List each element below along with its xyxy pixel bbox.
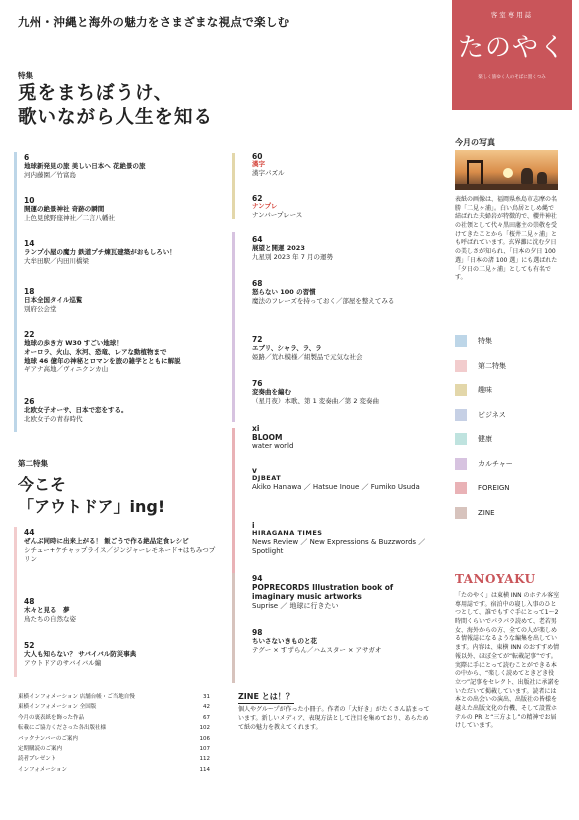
feature-label: 特集: [18, 71, 33, 80]
logo-main-text: たのやく: [457, 33, 566, 63]
entry-subtitle: 河内藤園／竹富島: [24, 170, 76, 179]
entry-subtitle: 北欧女子の青春時代: [24, 414, 83, 423]
entry-title: BLOOM: [252, 433, 283, 442]
legend-item: [455, 407, 513, 423]
info-row[interactable]: [18, 723, 210, 733]
legend-label: 健康: [478, 435, 492, 443]
entry-subtitle: 別府公会堂: [24, 304, 57, 313]
toc-entry[interactable]: [252, 335, 442, 362]
zine-heading: ZINE とは！？: [238, 691, 294, 704]
sun-shape: [503, 168, 513, 178]
entry-page: 64: [252, 235, 263, 244]
toc-entry[interactable]: [24, 397, 229, 424]
entry-page: 26: [24, 397, 35, 406]
info-row[interactable]: [18, 692, 210, 702]
entry-subtitle: News Review ／ New Expressions & Buzzwords ／ Spotlight: [252, 537, 426, 555]
feature-bar: [14, 152, 17, 432]
toc-entry[interactable]: [24, 597, 220, 624]
entry-subtitle: テグー × すずらん／ハムスター × アサガオ: [252, 645, 382, 654]
info-label: 東横インフォメーション 店舗台帳・ご当地自慢: [18, 694, 135, 700]
entry-subtitle: water world: [252, 442, 294, 451]
entry-subtitle: 漢字パズル: [252, 168, 285, 177]
photo-description: 表紙の画像は、福岡県糸島市志摩の名勝「二見ヶ浦」。白い鳥居としめ縄で結ばれた夫婦岩が特徴的で、櫻井神社の社領として代々黒田藩主の崇敬を受けてきたことから「桜井二見ヶ浦」とも呼ばれています。玄界灘に沈む夕日の美しさが知られ、「日本の夕日 100 選」「日本の渚 100 選」にも選ばれた「夕日の二見ヶ浦」としても有名です。: [455, 196, 558, 282]
info-page: 67: [203, 714, 210, 721]
second-feature-title: [18, 474, 165, 517]
torii-icon: [467, 160, 483, 184]
toc-entry[interactable]: [252, 279, 432, 306]
info-row[interactable]: [18, 734, 210, 744]
entry-title: 地球新発見の旅 美しい日本へ 花絶景の旅: [24, 162, 146, 170]
entry-subtitle: Suprise ／ 地球に行きたい: [252, 601, 339, 610]
info-label: 東横インフォメーション 全国版: [18, 704, 97, 711]
entry-page: 48: [24, 597, 35, 606]
toc-entry[interactable]: [252, 194, 442, 220]
info-list: [18, 692, 210, 775]
entry-title: 変奏曲を編む: [252, 388, 291, 396]
legend-label: 第二特集: [478, 361, 506, 370]
entry-title: 北欧女子オーサ、日本で恋をする。: [24, 406, 128, 414]
info-page: 102: [199, 725, 210, 732]
info-page: 112: [199, 756, 210, 763]
toc-entry[interactable]: [24, 196, 229, 223]
entry-page: 14: [24, 239, 35, 248]
entry-page: 52: [24, 641, 35, 650]
entry-page: 94: [252, 574, 263, 583]
entry-page: i: [252, 521, 255, 530]
category-legend: [455, 333, 513, 529]
tanoyaku-description: 「たのやく」は東横 INN のホテル客室専用誌です。宿泊中の寝し入事のひとつとして、誰でもすぐ手にとって1〜2 時間くらいでパラパラ読めて、老若男女、海外からの方、全ての人が楽しめる情報誌になるような編集を出しています。内容は、東横 INN のおすすめ情報以外、ほぼ全てが“転載記事”です。実際に手にとって読むことができる本の中から、“楽しく読めてときどき役立つ”記事をセレクト、出版社に承諾をいただいて掲載しています。読者には本との出会いの演出、出版社の皆様を越えた出版文化の台機、そして設置ホテルの PR と“三方よし”の精神でお届けしています。: [455, 592, 560, 730]
legend-label: ビジネス: [478, 410, 506, 419]
second-feature-label: 第二特集: [18, 459, 48, 468]
toc-entry[interactable]: [252, 628, 432, 655]
entry-subtitle: オーロラ、火山、氷河、恐竜、レアな動植物まで: [24, 347, 167, 356]
toc-entry[interactable]: [24, 330, 234, 374]
entry-page: xi: [252, 424, 260, 433]
entry-page: 68: [252, 279, 263, 288]
feature-title-line1: 兎をまちぼうけ、: [18, 83, 174, 104]
kanji-badge: 漢字: [252, 160, 265, 168]
entry-title: ぜんぶ同時に出来上がる！ 飯ごうで作る絶品定食レシピ: [24, 537, 189, 545]
toc-entry[interactable]: [24, 641, 220, 668]
entry-title: 木々と見る 夢: [24, 606, 70, 614]
legend-swatch: [455, 409, 467, 421]
toc-entry[interactable]: [24, 287, 229, 314]
legend-item: [455, 358, 513, 374]
toc-entry[interactable]: [252, 574, 430, 611]
toc-entry[interactable]: [252, 152, 442, 178]
photo-heading: 今月の写真: [455, 138, 495, 147]
entry-page: 72: [252, 335, 263, 344]
info-row[interactable]: [18, 713, 210, 723]
rock-shape: [521, 168, 533, 184]
entry-title: POPRECORDS Illustration book of imaginary music artworks: [252, 583, 394, 602]
legend-swatch: [455, 360, 467, 372]
entry-page: 76: [252, 379, 263, 388]
entry-title: 日本全国タイル巡覧: [24, 296, 83, 304]
info-label: バックナンバーのご案内: [18, 735, 78, 742]
info-page: 42: [203, 704, 210, 711]
entry-subtitle: 地球 46 億年の神秘とロマンを旅の雑学とともに解説: [24, 356, 181, 365]
entry-title: 展望と開運 2023: [252, 244, 305, 252]
info-row[interactable]: [18, 765, 210, 775]
entry-title: エブリ、シャラ、ラ、ラ: [252, 344, 322, 352]
zine-description: 個人やグループが作った小冊子。作者の「大好き」がたくさん詰まっています。新しいメディア、表現方法として注目を集めており、あらためて紙の魅力を教えてくれます。: [238, 706, 430, 731]
info-label: インフォメーション: [18, 766, 68, 773]
feature-title-line2: 歌いながら人生を知る: [18, 107, 214, 129]
info-label: 読者プレゼント: [18, 756, 57, 763]
entry-subtitle: 鳥たちの自然な姿: [24, 614, 76, 623]
entry-subtitle: 上色見熊野座神社／二言八幡社: [24, 213, 115, 222]
toc-entry[interactable]: [24, 528, 220, 563]
hobby-bar: [232, 153, 235, 219]
entry-title: 開運の絶景神社 奇跡の瞬間: [24, 205, 105, 213]
second-feature-title-line2: 「アウトドア」ing!: [18, 496, 166, 516]
legend-swatch: [455, 482, 467, 494]
sea-shape: [455, 184, 558, 190]
info-page: 107: [199, 746, 210, 753]
entry-subtitle: 姫路／荒れ模様／組製品で元気な社会: [252, 352, 363, 361]
legend-swatch: [455, 335, 467, 347]
legend-swatch: [455, 384, 467, 396]
legend-item: [455, 505, 513, 521]
entry-subtitle: アウトドアのサバイバル編: [24, 658, 102, 667]
entry-subtitle: 大牟田駅／内田川橋梁: [24, 256, 89, 265]
entry-page: 60: [252, 152, 263, 161]
djbeat-badge: DJBEAT: [252, 474, 282, 482]
toc-entry[interactable]: [252, 424, 442, 451]
feature-title: [18, 82, 213, 130]
legend-label: ZINE: [478, 508, 495, 517]
foreign-bar: [232, 428, 235, 588]
toc-entry[interactable]: [252, 521, 430, 556]
numpre-badge: ナンプレ: [252, 202, 278, 210]
info-page: 31: [203, 694, 210, 700]
entry-title: ランプ小屋の魔力 鉄道プチ煉瓦建築がおもしろい！: [24, 248, 176, 256]
entry-subtitle: 魔法のフレーズを持っておく／部屋を整えてみる: [252, 296, 395, 305]
toc-entry[interactable]: [24, 153, 229, 180]
entry-subtitle: ギアナ高地／ヴィニクンカ山: [24, 365, 109, 374]
second-feature-bar: [14, 527, 17, 677]
legend-swatch: [455, 458, 467, 470]
entry-page: 10: [24, 196, 35, 205]
entry-page: 6: [24, 153, 30, 162]
legend-label: 特集: [478, 337, 492, 345]
legend-item: [455, 456, 513, 472]
entry-page: 18: [24, 287, 35, 296]
toc-entry[interactable]: [252, 466, 422, 492]
legend-label: FOREIGN: [478, 484, 510, 492]
entry-title: ちいさないきものと花: [252, 637, 317, 645]
zine-bar: [232, 573, 235, 683]
page-tagline: 九州・沖縄と海外の魅力をさまざまな視点で楽しむ: [18, 15, 290, 29]
info-row[interactable]: [18, 754, 210, 764]
legend-item: [455, 480, 513, 496]
entry-page: 44: [24, 528, 35, 537]
entry-page: 98: [252, 628, 263, 637]
info-label: 今月の裏表紙を飾った作品: [18, 714, 85, 721]
entry-subtitle: （星月夜）本歌、第 1 変奏曲／第 2 変奏曲: [252, 396, 380, 405]
info-row[interactable]: [18, 744, 210, 754]
tanoyaku-heading: TANOYAKU: [455, 572, 536, 586]
info-label: 転載にご協力くださった各出版社様: [18, 725, 107, 732]
rock-shape: [537, 172, 547, 184]
legend-label: 趣味: [478, 386, 492, 394]
entry-page: 22: [24, 330, 35, 339]
hiragana-times-badge: HIRAGANA TIMES: [252, 529, 323, 537]
entry-subtitle: 九星別 2023 年 7 月の運勢: [252, 252, 333, 261]
info-row[interactable]: [18, 702, 210, 712]
legend-item: [455, 382, 513, 398]
legend-label: カルチャー: [478, 459, 513, 468]
second-feature-title-line1: 今こそ: [18, 475, 67, 494]
logo-top-text: 客室専用誌: [490, 11, 534, 19]
toc-entry[interactable]: [24, 239, 234, 266]
entry-subtitle: ナンバープレース: [252, 210, 303, 219]
legend-swatch: [455, 433, 467, 445]
info-page: 114: [199, 766, 210, 773]
culture-bar: [232, 232, 235, 422]
entry-page: v: [252, 466, 257, 475]
toc-entry[interactable]: [252, 379, 442, 406]
entry-title: 怒らない 100 の習慣: [252, 288, 316, 296]
entry-title: 地球の歩き方 W30 すごい地球！: [24, 339, 123, 347]
logo-sub-text: 楽しく旅ゆく人のそばに置くつみ: [478, 75, 546, 80]
info-label: 定期購読のご案内: [18, 746, 63, 753]
legend-swatch: [455, 507, 467, 519]
entry-page: 62: [252, 194, 263, 203]
cover-photo: [455, 150, 558, 190]
toc-entry[interactable]: [252, 235, 442, 262]
legend-item: [455, 431, 513, 447]
entry-subtitle: シチュー+ケチャップライス／ジンジャーレモネード+はちみつプリン: [24, 545, 216, 563]
info-page: 106: [199, 735, 210, 742]
entry-title: 大人も知らない？ サバイバル防災事典: [24, 650, 137, 658]
entry-subtitle: Akiko Hanawa ／ Hatsue Inoue ／ Fumiko Usuda: [252, 482, 420, 491]
magazine-logo: [452, 0, 572, 110]
legend-item: [455, 333, 513, 349]
